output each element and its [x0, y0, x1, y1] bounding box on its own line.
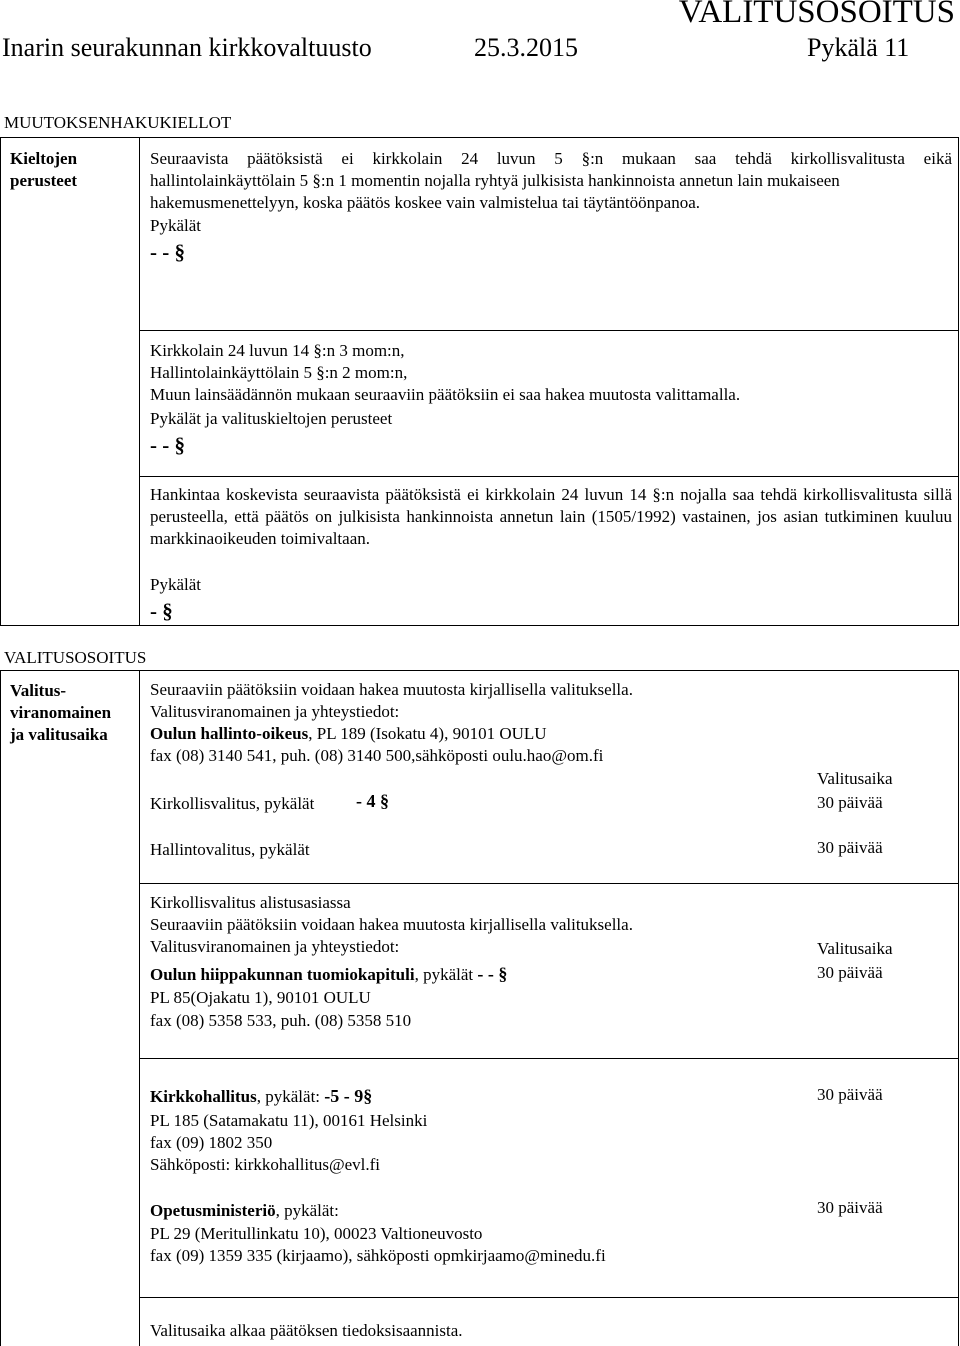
chapter-contact: fax (08) 5358 533, puh. (08) 5358 510 [150, 1011, 412, 1030]
organization-name: Inarin seurakunnan kirkkovaltuusto [2, 33, 372, 62]
ministry-name-line: Opetusministeriö, pykälät: [150, 1201, 339, 1220]
prohibition-text-2: Kirkkolain 24 luvun 14 §:n 3 mom:n, Hallintolainkäyttölain 5 §:n 2 mom:n, Muun lainsäädännön mukaan seuraaviin päätöksiin ei saa hakea muutosta valittamalla. [150, 341, 741, 404]
sections-label: Pykälät [150, 216, 201, 235]
sections-label: Pykälät [150, 575, 201, 594]
church-board-sections: -5 - 9§ [324, 1086, 373, 1106]
row-divider [139, 476, 959, 477]
church-appeal-time: 30 päivää [817, 793, 883, 812]
admin-appeal-label: Hallintovalitus, pykälät [150, 840, 310, 859]
sections-label: Pykälät ja valituskieltojen perusteet [150, 409, 393, 428]
prohibitions-heading: MUUTOKSENHAKUKIELLOT [4, 113, 232, 132]
prohibition-text-1: Seuraavista päätöksistä ei kirkkolain 24 luvun 5 §:n mukaan saa tehdä kirkollisvalitusta eikä hallintolainkäyttölain 5 §:n 1 momentin nojalla ryhtyä julkisista hankinnoista annetun lain mukaiseen hakemusmenettelyyn, koska päätös koskee vain valmistelua tai täytäntöönpanoa. [150, 149, 952, 212]
appeal-heading: VALITUSOSOITUS [4, 648, 147, 667]
church-board-time: 30 päivää [817, 1085, 883, 1104]
meeting-date: 25.3.2015 [474, 33, 578, 62]
chapter-time: 30 päivää [817, 963, 883, 982]
admin-court-name: Oulun hallinto-oikeus [150, 724, 309, 743]
church-appeal-label: Kirkollisvalitus, pykälät [150, 794, 315, 813]
chapter-address: PL 85(Ojakatu 1), 90101 OULU [150, 988, 371, 1007]
church-appeal-sections: - 4 § [356, 791, 389, 811]
row-divider [139, 1058, 959, 1059]
church-board-name-line: Kirkkohallitus, pykälät: -5 - 9§ [150, 1086, 373, 1106]
sections-value: - - § [150, 240, 185, 264]
appeal-label: Valitus- viranomainen ja valitusaika [10, 681, 112, 744]
church-board-name: Kirkkohallitus [150, 1087, 257, 1106]
prohibitions-label: Kieltojen perusteet [10, 149, 78, 190]
chapter-block: Kirkollisvalitus alistusasiassa Seuraaviin päätöksiin voidaan hakea muutosta kirjallisella valituksella. Valitusviranomainen ja yhteystiedot: [150, 893, 633, 956]
ministry-time: 30 päivää [817, 1198, 883, 1217]
appeal-time-header: Valitusaika [817, 939, 893, 958]
appeal-footer-note: Valitusaika alkaa päätöksen tiedoksisaannista. [150, 1321, 463, 1340]
admin-court-block: Seuraaviin päätöksiin voidaan hakea muutosta kirjallisella valituksella. Valitusviranomainen ja yhteystiedot: Oulun hallinto-oikeus, PL 189 (Isokatu 4), 90101 OULU fax (08) 3140 541, puh. (08) 3140 500,sähköposti oulu.hao@om.fi [150, 680, 633, 765]
row-divider [139, 883, 959, 884]
admin-appeal-time: 30 päivää [817, 838, 883, 857]
section-number: Pykälä 11 [807, 33, 910, 62]
row-divider [139, 330, 959, 331]
row-divider [139, 1297, 959, 1298]
church-board-contact: PL 185 (Satamakatu 11), 00161 Helsinki fax (09) 1802 350 Sähköposti: kirkkohallitus@evl.fi [150, 1111, 428, 1174]
table-divider [139, 670, 140, 1346]
sections-value: - - § [150, 433, 185, 457]
chapter-name: Oulun hiippakunnan tuomiokapituli [150, 965, 415, 984]
ministry-contact: PL 29 (Meritullinkatu 10), 00023 Valtioneuvosto fax (09) 1359 335 (kirjaamo), sähköposti opmkirjaamo@minedu.fi [150, 1224, 606, 1265]
ministry-name: Opetusministeriö [150, 1201, 276, 1220]
document-title: VALITUSOSOITUS [678, 0, 955, 30]
appeal-time-header: Valitusaika [817, 769, 893, 788]
chapter-sections: - - § [477, 964, 508, 984]
table-divider [139, 137, 140, 626]
chapter-name-line: Oulun hiippakunnan tuomiokapituli, pykälät - - § [150, 964, 508, 984]
procurement-text: Hankintaa koskevista seuraavista päätöksistä ei kirkkolain 24 luvun 14 §:n nojalla saa tehdä kirkollisvalitusta sillä perusteella, että päätös on julkisista hankinnoista annetun lain (1505/1992) vastainen, jos asian tutkiminen kuuluu markkinaoikeuden toimivaltaan. [150, 485, 952, 548]
sections-value: - § [150, 599, 173, 623]
